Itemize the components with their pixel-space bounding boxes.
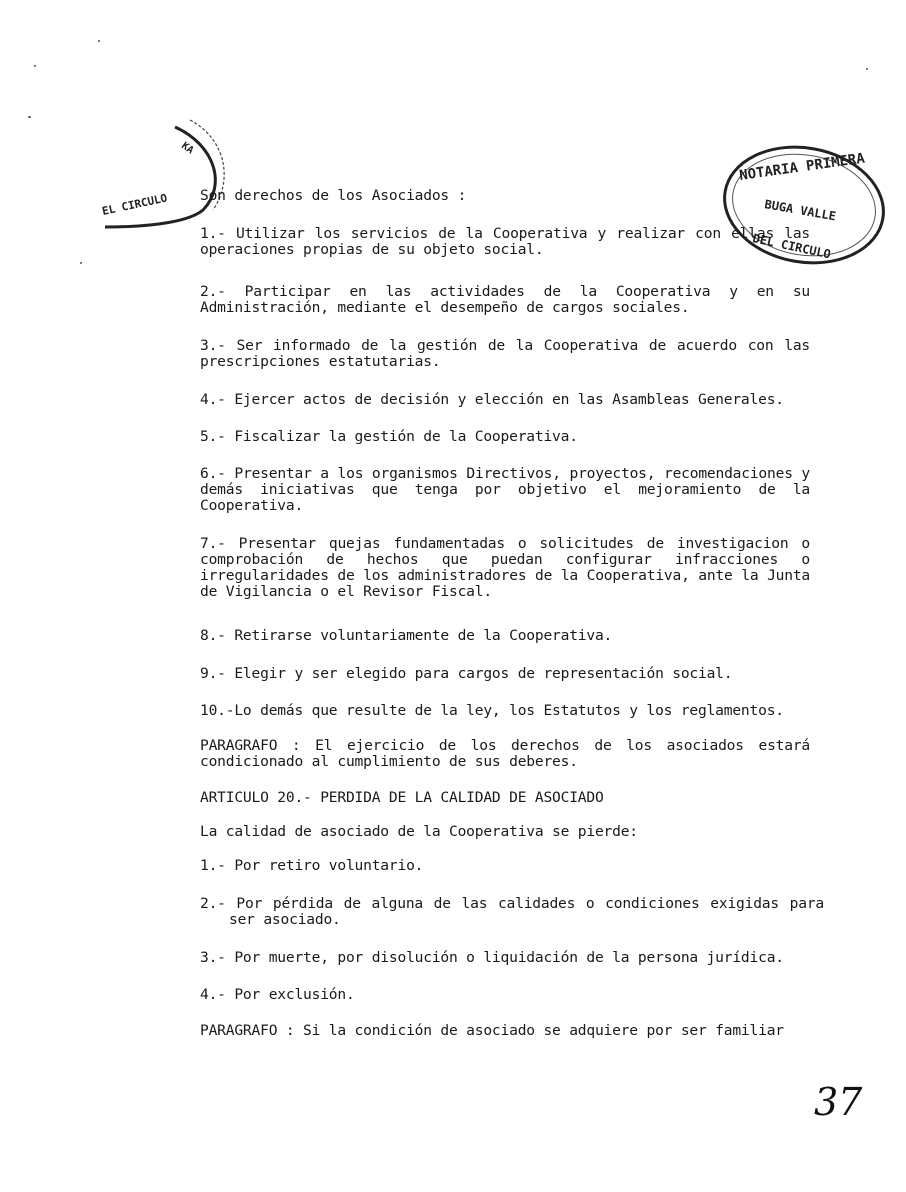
right-stamp-label-bottom: DEL CIRCULO bbox=[751, 231, 833, 262]
paragrafo-rights: PARAGRAFO : El ejercicio de los derechos de los asociados estará condicionado al cumplimiento de sus deberes. bbox=[200, 737, 810, 770]
loss-item-2: 2.- Por pérdida de alguna de las calidades o condiciones exigidas para ser asociado. bbox=[200, 895, 824, 928]
loss-item-3: 3.- Por muerte, por disolución o liquidación de la persona jurídica. bbox=[200, 949, 784, 966]
left-stamp-label-top: KA bbox=[179, 140, 196, 157]
right-stamp-label-middle: BUGA VALLE bbox=[763, 197, 838, 224]
loss-item-4: 4.- Por exclusión. bbox=[200, 986, 355, 1003]
loss-item-1: 1.- Por retiro voluntario. bbox=[200, 857, 424, 874]
scan-speck bbox=[28, 116, 31, 118]
left-stamp-label: EL CIRCULO bbox=[100, 191, 169, 218]
right-stamp-label-top: NOTARIA PRIMERA bbox=[738, 150, 866, 184]
paragrafo-condition: PARAGRAFO : Si la condición de asociado se adquiere por ser familiar bbox=[200, 1022, 784, 1039]
article-20-intro: La calidad de asociado de la Cooperativa se pierde: bbox=[200, 823, 638, 840]
rights-item-5: 5.- Fiscalizar la gestión de la Cooperativa. bbox=[200, 428, 578, 445]
scan-speck bbox=[98, 40, 100, 42]
rights-item-2: 2.- Participar en las actividades de la Cooperativa y en su Administración, mediante el desempeño de cargos sociales. bbox=[200, 283, 810, 316]
left-notary-stamp bbox=[95, 115, 235, 230]
rights-item-10: 10.-Lo demás que resulte de la ley, los Estatutos y los reglamentos. bbox=[200, 702, 784, 719]
article-20-heading: ARTICULO 20.- PERDIDA DE LA CALIDAD DE ASOCIADO bbox=[200, 789, 604, 806]
rights-item-8: 8.- Retirarse voluntariamente de la Cooperativa. bbox=[200, 627, 613, 644]
handwritten-page-number bbox=[810, 1075, 870, 1125]
rights-intro: Son derechos de los Asociados : bbox=[200, 187, 467, 204]
rights-item-1: 1.- Utilizar los servicios de la Cooperativa y realizar con ellas las operaciones propias de su objeto social. bbox=[200, 225, 810, 258]
scan-speck bbox=[34, 65, 36, 67]
rights-item-4: 4.- Ejercer actos de decisión y elección en las Asambleas Generales. bbox=[200, 391, 784, 408]
rights-item-6: 6.- Presentar a los organismos Directivos, proyectos, recomendaciones y demás iniciativas que tenga por objetivo el mejoramiento de la Cooperativa. bbox=[200, 465, 810, 514]
rights-item-3: 3.- Ser informado de la gestión de la Cooperativa de acuerdo con las prescripciones estatutarias. bbox=[200, 337, 810, 370]
rights-item-9: 9.- Elegir y ser elegido para cargos de representación social. bbox=[200, 665, 733, 682]
scan-speck bbox=[80, 262, 82, 264]
scan-speck bbox=[866, 68, 868, 70]
rights-item-7: 7.- Presentar quejas fundamentadas o solicitudes de investigacion o comprobación de hechos que puedan configurar infracciones o irregularidades de los administradores de la Cooperativa, ante la Junta de Vigilancia o el Revisor Fiscal. bbox=[200, 535, 810, 600]
page-number: 37 bbox=[814, 1080, 863, 1124]
